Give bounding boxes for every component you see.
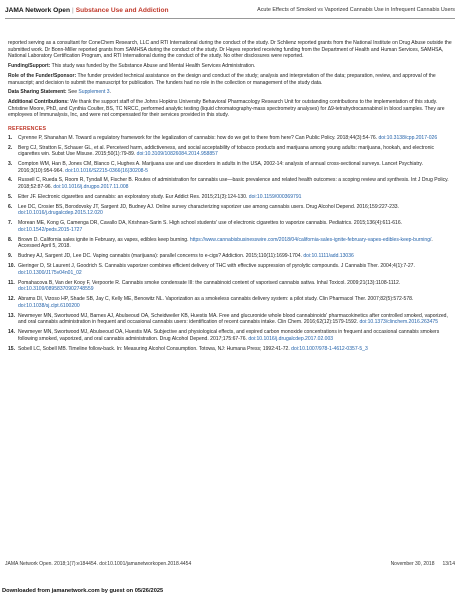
reference-number: 8. (8, 236, 13, 243)
reference-citation: Pomahacova B, Van der Kooy F, Verpoorte R. Cannabis smoke condensate III: the cannabinoid content of vaporised cannabis sativa. Inhal Toxicol. 2009;21(13):1108-1112. (18, 279, 401, 286)
paragraph-lead: Role of the Funder/Sponsor: (8, 72, 77, 79)
journal-name: JAMA Network Open (5, 7, 70, 14)
reference-item (8, 329, 453, 342)
reference-doi-link[interactable]: doi:10.1007/978-1-4612-0357-5_3 (291, 345, 368, 352)
footer-citation: JAMA Network Open. 2018;1(7):e184454. doi:10.1001/jamanetworkopen.2018.4454 (5, 561, 192, 567)
reference-text (18, 346, 453, 353)
paragraph-lead: Data Sharing Statement: (8, 89, 67, 96)
reference-item (8, 145, 453, 158)
reference-item (8, 313, 453, 326)
references-heading: REFERENCES (8, 126, 47, 133)
reference-doi-link[interactable]: doi:10.3138/cpp.2017-026 (378, 134, 438, 141)
reference-number: 5. (8, 193, 13, 200)
reference-text (18, 145, 453, 158)
reference-number: 12. (8, 296, 16, 303)
paragraph-lead: Additional Contributions: (8, 99, 69, 106)
reference-text (18, 263, 453, 276)
paragraph-text: See (68, 89, 78, 96)
reference-item (8, 177, 453, 190)
disclosure-paragraph (8, 40, 453, 60)
reference-text (18, 204, 453, 217)
reference-number: 2. (8, 144, 13, 151)
reference-doi-link[interactable]: doi:10.1016/j.drugalcdep.2017.02.003 (248, 335, 334, 342)
disclosure-paragraph (8, 73, 453, 86)
reference-number: 4. (8, 177, 13, 184)
reference-citation: Etter JF. Electronic cigarettes and cannabis: an exploratory study. Eur Addict Res. 2015;21(3):124-130. (18, 193, 248, 200)
reference-citation: Abrams DI, Vizoso HP, Shade SB, Jay C, Kelly ME, Benowitz NL. Vaporization as a smokeless cannabis delivery system: a pilot study. Clin Pharmacol Ther. 2007;82(5):572-578. (18, 296, 414, 303)
reference-citation: Russell C, Rueda S, Room R, Tyndall M, Fischer B. Routes of administration for cannabis use—basic prevalence and related health outcomes: a scoping review and synthesis. Int J Drug Policy. 2018;52:87-96. (18, 177, 449, 191)
page-number: 13/14 (442, 561, 455, 567)
reference-citation: Cyrenne P, Shanahan M. Toward a regulatory framework for the legalization of cannabis: how do we get to there from here? Can Public Policy. 2018;44(3):54-76. (18, 134, 378, 141)
reference-list (8, 135, 453, 353)
reference-text (18, 253, 453, 260)
masthead-separator: | (71, 7, 74, 14)
reference-doi-link[interactable]: doi:10.1016/j.drugalcdep.2015.12.020 (18, 210, 103, 217)
disclosure-paragraph (8, 63, 453, 70)
section-name: Substance Use and Addiction (75, 7, 169, 14)
reference-text (18, 135, 453, 142)
disclosure-section (8, 40, 453, 119)
reference-number: 7. (8, 220, 13, 227)
paragraph-text: The funder provided technical assistance on the design and conduct of the study; analysis and interpretation of the data; preparation, review, and approval of the manuscript; and decision to submit the manuscript for publication. The funders had no role in the collection or management of the study data. (8, 72, 436, 86)
reference-doi-link[interactable]: doi:10.1373/clinchem.2016.263475 (359, 319, 439, 326)
reference-doi-link[interactable]: doi:10.1038/sj.clpt.6100200 (18, 302, 80, 309)
running-title: Acute Effects of Smoked vs Vaporized Cannabis Use in Infrequent Cannabis Users (257, 7, 455, 13)
reference-number: 13. (8, 312, 16, 319)
reference-item (8, 220, 453, 233)
reference-doi-link[interactable]: doi:10.1542/peds.2015-1727 (18, 226, 83, 233)
header-rule (5, 18, 455, 19)
paragraph-text: This study was funded by the Substance Abuse and Mental Health Services Administration. (51, 63, 256, 70)
reference-citation: Newmeyer MN, Swortwood MJ, Barnes AJ, Abulseoud OA, Scheidweiler KB, Huestis MA. Free and glucuronide whole blood cannabinoids' pharmacokinetics after controlled smoked, vaporized, and oral cannabis administration in frequent and occasional cannabis users: identification of recent cannabis intake. Clin Chem. 2016;62(12):1579-1592. (18, 312, 448, 326)
reference-text (18, 194, 453, 201)
reference-number: 6. (8, 203, 13, 210)
footer-date-page (391, 561, 455, 567)
disclosure-paragraph (8, 99, 453, 119)
paragraph-text: We thank the support staff of the Johns Hopkins University Behavioral Pharmacology Research Unit for outstanding contributions to the implementation of this study. Christine Moore, PhD, and Cynthia Coulter, BS, TC NRCC, performed analytic testing (liquid chromatography-mass spectrometry analyses) for Δ9-tetrahydrocannabinol in blood samples. They are employees of Immunalysis, Inc, and were not compensated for their services provided in this study. (8, 99, 445, 119)
paragraph-text: reported serving as a consultant for ConeChem Research, LLC and RTI International during the conduct of the study. Dr Schlienz reported grants from the National Institute on Drug Abuse outside the submitted work. Dr Bonn-Miller reported grants from SAMHSA during the conduct of the study. Dr Hayes reported receiving funding from the Department of Health and Human Services, SAMHSA, National Laboratory Certification Program, and RTI International during the conduct of the study. No other disclosures were reported. (8, 40, 452, 60)
reference-text (18, 329, 453, 342)
reference-text (18, 313, 453, 326)
paragraph-after: . (109, 89, 111, 96)
reference-item (8, 253, 453, 260)
reference-citation: Gieringer D, St Laurent J, Goodrich S. Cannabis vaporizer combines efficient delivery of THC with effective suppression of pyrolytic compounds. J Cannabis Ther. 2004;4(1):7-27. (18, 263, 415, 270)
reference-doi-link[interactable]: doi:10.1159/000369791 (248, 193, 302, 200)
reference-number: 14. (8, 329, 16, 336)
reference-doi-link[interactable]: doi:10.1016/S2215-0366(16)30208-5 (65, 167, 148, 174)
reference-text (18, 280, 453, 293)
reference-item (8, 346, 453, 353)
reference-citation: Brown D. California sales ignite in February, as vapes, edibles keep burning. (18, 236, 189, 243)
supplement-link[interactable]: Supplement 3 (78, 89, 110, 96)
reference-number: 1. (8, 134, 13, 141)
reference-item (8, 237, 453, 250)
reference-doi-link[interactable]: doi:10.3109/10826084.2014.958857 (136, 151, 218, 158)
reference-citation: Compton WM, Han B, Jones CM, Blanco C, Hughes A. Marijuana use and use disorders in adults in the USA, 2002-14: analysis of annual cross-sectional surveys. Lancet Psychiatry. 2016;3(10):954-964. (18, 161, 423, 174)
reference-item (8, 161, 453, 174)
reference-item (8, 135, 453, 142)
footer-date: November 30, 2018 (390, 561, 435, 567)
reference-item (8, 263, 453, 276)
reference-number: 15. (8, 345, 16, 352)
reference-number: 11. (8, 279, 15, 286)
reference-text (18, 161, 453, 174)
download-note: Downloaded from jamanetwork.com by guest on 05/26/2025 (2, 588, 164, 594)
reference-citation: Sobell LC, Sobell MB. Timeline follow-back. In: Measuring Alcohol Consumption. Totowa, NJ: Humana Press; 1992:41-72. (18, 345, 290, 352)
reference-text (18, 220, 453, 233)
reference-number: 3. (8, 161, 13, 167)
reference-doi-link[interactable]: doi:10.3109/08958370902748559 (18, 286, 94, 293)
reference-item (8, 194, 453, 201)
reference-citation: Newmeyer MN, Swortwood MJ, Abulseoud OA, Huestis MA. Subjective and physiological effects, and expired carbon monoxide concentrations in frequent and occasional cannabis smokers following smoked, vaporized, and oral cannabis administration. Drug Alcohol Depend. 2017;175:67-76. (18, 329, 440, 342)
reference-item (8, 296, 453, 309)
reference-citation: Morean ME, Kong G, Camenga DR, Cavallo DA, Krishnan-Sarin S. High school students' use of electronic cigarettes to vaporize cannabis. Pediatrics. 2015;136(4):611-616. (18, 220, 403, 227)
reference-citation: Berg CJ, Stratton E, Schauer GL, et al. Perceived harm, addictiveness, and social acceptability of tobacco products and marijuana among young adults: marijuana, hookah, and electronic cigarettes win. Subst Use Misuse. 2015;50(1):79-89. (18, 144, 435, 158)
reference-text (18, 237, 453, 250)
journal-masthead (5, 7, 169, 14)
reference-citation: Lee DC, Crosier BS, Borodovsky JT, Sargent JD, Budney AJ. Online survey characterizing vaporizer use among cannabis users. Drug Alcohol Depend. 2016;159:227-233. (18, 203, 399, 210)
reference-number: 10. (8, 263, 16, 270)
reference-doi-link[interactable]: doi:10.1111/add.13036 (303, 253, 354, 260)
reference-after: . Accessed April 5, 2018. (18, 236, 433, 250)
reference-text (18, 177, 453, 190)
reference-doi-link[interactable]: https://www.cannabisbusinesswire.com/2018/04/california-sales-ignite-february-vapes-edibles-keep-burning/ (189, 236, 432, 243)
reference-citation: Budney AJ, Sargent JD, Lee DC. Vaping cannabis (marijuana): parallel concerns to e-cigs? Addiction. 2015;110(11):1699-1704. (18, 253, 302, 260)
reference-item (8, 280, 453, 293)
paragraph-lead: Funding/Support: (8, 63, 51, 70)
reference-text (18, 296, 453, 309)
disclosure-paragraph (8, 89, 453, 96)
article-body (8, 40, 453, 356)
reference-doi-link[interactable]: doi:10.1300/J175v04n01_02 (18, 269, 82, 276)
reference-number: 9. (8, 253, 13, 260)
reference-doi-link[interactable]: doi:10.1016/j.drugpo.2017.11.008 (53, 184, 129, 191)
reference-item (8, 204, 453, 217)
